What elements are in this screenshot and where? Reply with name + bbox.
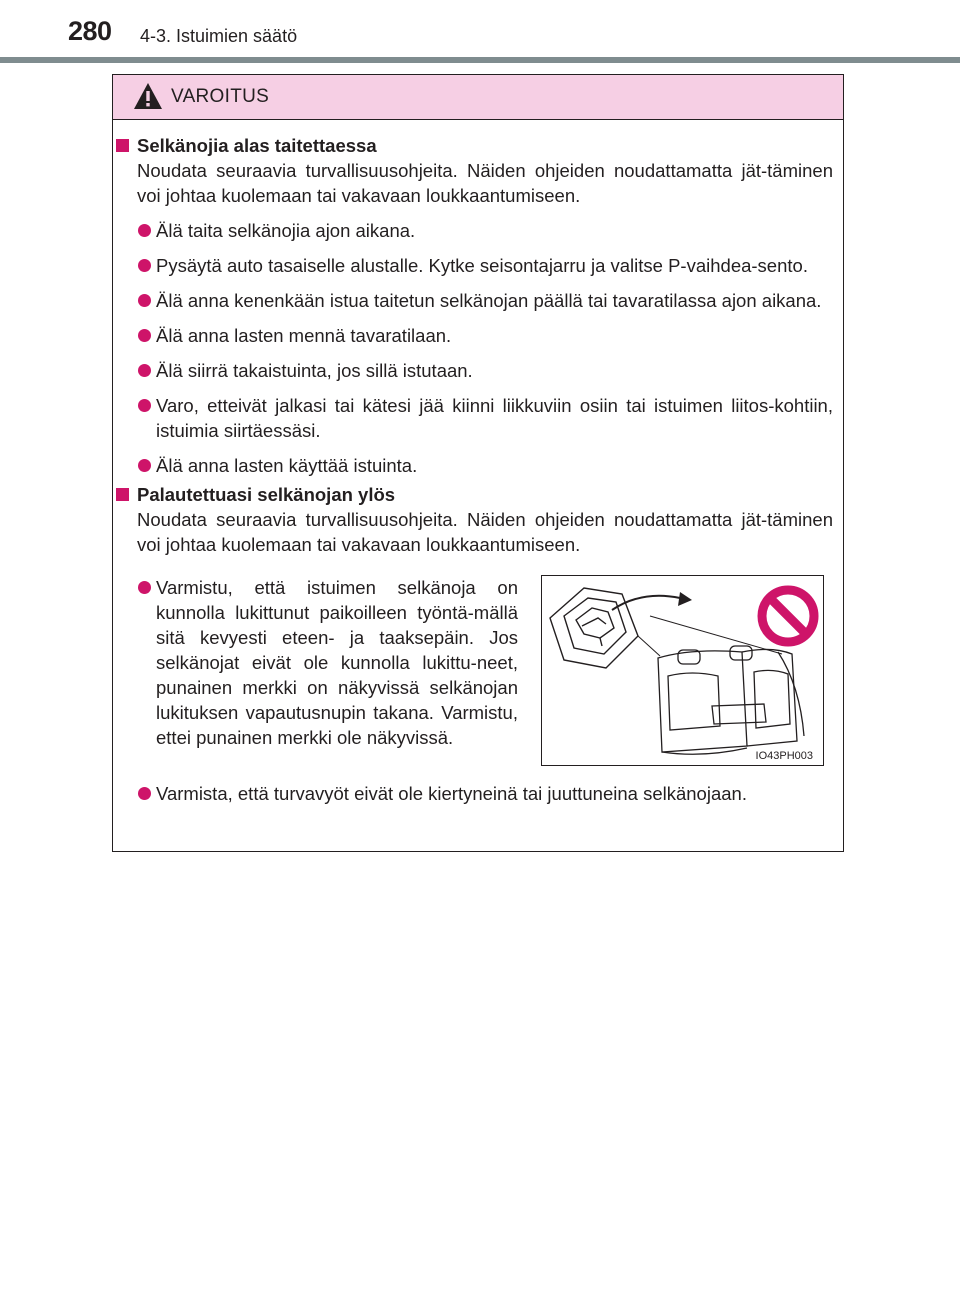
- circle-bullet-icon: [138, 581, 151, 594]
- section-heading: Palautettuasi selkänojan ylös: [113, 482, 843, 507]
- circle-bullet-icon: [138, 364, 151, 377]
- list-item: Älä siirrä takaistuinta, jos sillä istutaan.: [113, 358, 843, 383]
- header-rule: [0, 57, 960, 63]
- bullet-with-figure: [113, 575, 843, 775]
- circle-bullet-icon: [138, 224, 151, 237]
- page-number: 280: [68, 16, 112, 46]
- circle-bullet-icon: [138, 259, 151, 272]
- warning-content: [113, 133, 843, 816]
- circle-bullet-icon: [138, 399, 151, 412]
- list-item: Älä anna lasten mennä tavaratilaan.: [113, 323, 843, 348]
- square-bullet-icon: [116, 488, 129, 501]
- section-heading: Selkänojia alas taitettaessa: [113, 133, 843, 158]
- warning-header: [113, 75, 843, 120]
- circle-bullet-icon: [138, 459, 151, 472]
- section-intro: Noudata seuraavia turvallisuusohjeita. Näiden ohjeiden noudattamatta jät-täminen voi johtaa kuolemaan tai vakavaan loukkaantumiseen.: [137, 509, 833, 555]
- square-bullet-icon: [116, 139, 129, 152]
- list-item: Pysäytä auto tasaiselle alustalle. Kytke seisontajarru ja valitse P-vaihdea-sento.: [113, 253, 843, 278]
- circle-bullet-icon: [138, 787, 151, 800]
- warning-box: [112, 74, 844, 852]
- figure-code: IO43PH003: [755, 750, 813, 762]
- list-item: Varmista, että turvavyöt eivät ole kiertyneinä tai juuttuneina selkänojaan.: [113, 781, 843, 806]
- warning-label: VAROITUS: [171, 86, 270, 107]
- seat-illustration: [541, 575, 824, 766]
- section-intro: Noudata seuraavia turvallisuusohjeita. Näiden ohjeiden noudattamatta jät-täminen voi johtaa kuolemaan tai vakavaan loukkaantumiseen.: [137, 160, 833, 206]
- warning-triangle-icon: [133, 82, 163, 110]
- list-item: Varmistu, että istuimen selkänoja on kunnolla lukittunut paikoilleen työntä-mällä sitä kevyesti eteen- ja taaksepäin. Jos selkänojat eivät ole kunnolla lukittu-neet, punainen merkki on näkyvissä selkänojan lukituksen vapautusnupin takana. Varmistu, ettei punainen merkki ole näkyvissä.: [113, 575, 518, 750]
- list-item: Älä taita selkänojia ajon aikana.: [113, 218, 843, 243]
- list-item: Varo, etteivät jalkasi tai kätesi jää kiinni liikkuviin osiin tai istuimen liitos-kohtiin, istuimia siirtäessäsi.: [113, 393, 843, 443]
- circle-bullet-icon: [138, 294, 151, 307]
- list-item: Älä anna lasten käyttää istuinta.: [113, 453, 843, 478]
- section-title: 4-3. Istuimien säätö: [140, 26, 298, 46]
- list-item: Älä anna kenenkään istua taitetun selkänojan päällä tai tavaratilassa ajon aikana.: [113, 288, 843, 313]
- circle-bullet-icon: [138, 329, 151, 342]
- seat-drawing: [542, 576, 823, 765]
